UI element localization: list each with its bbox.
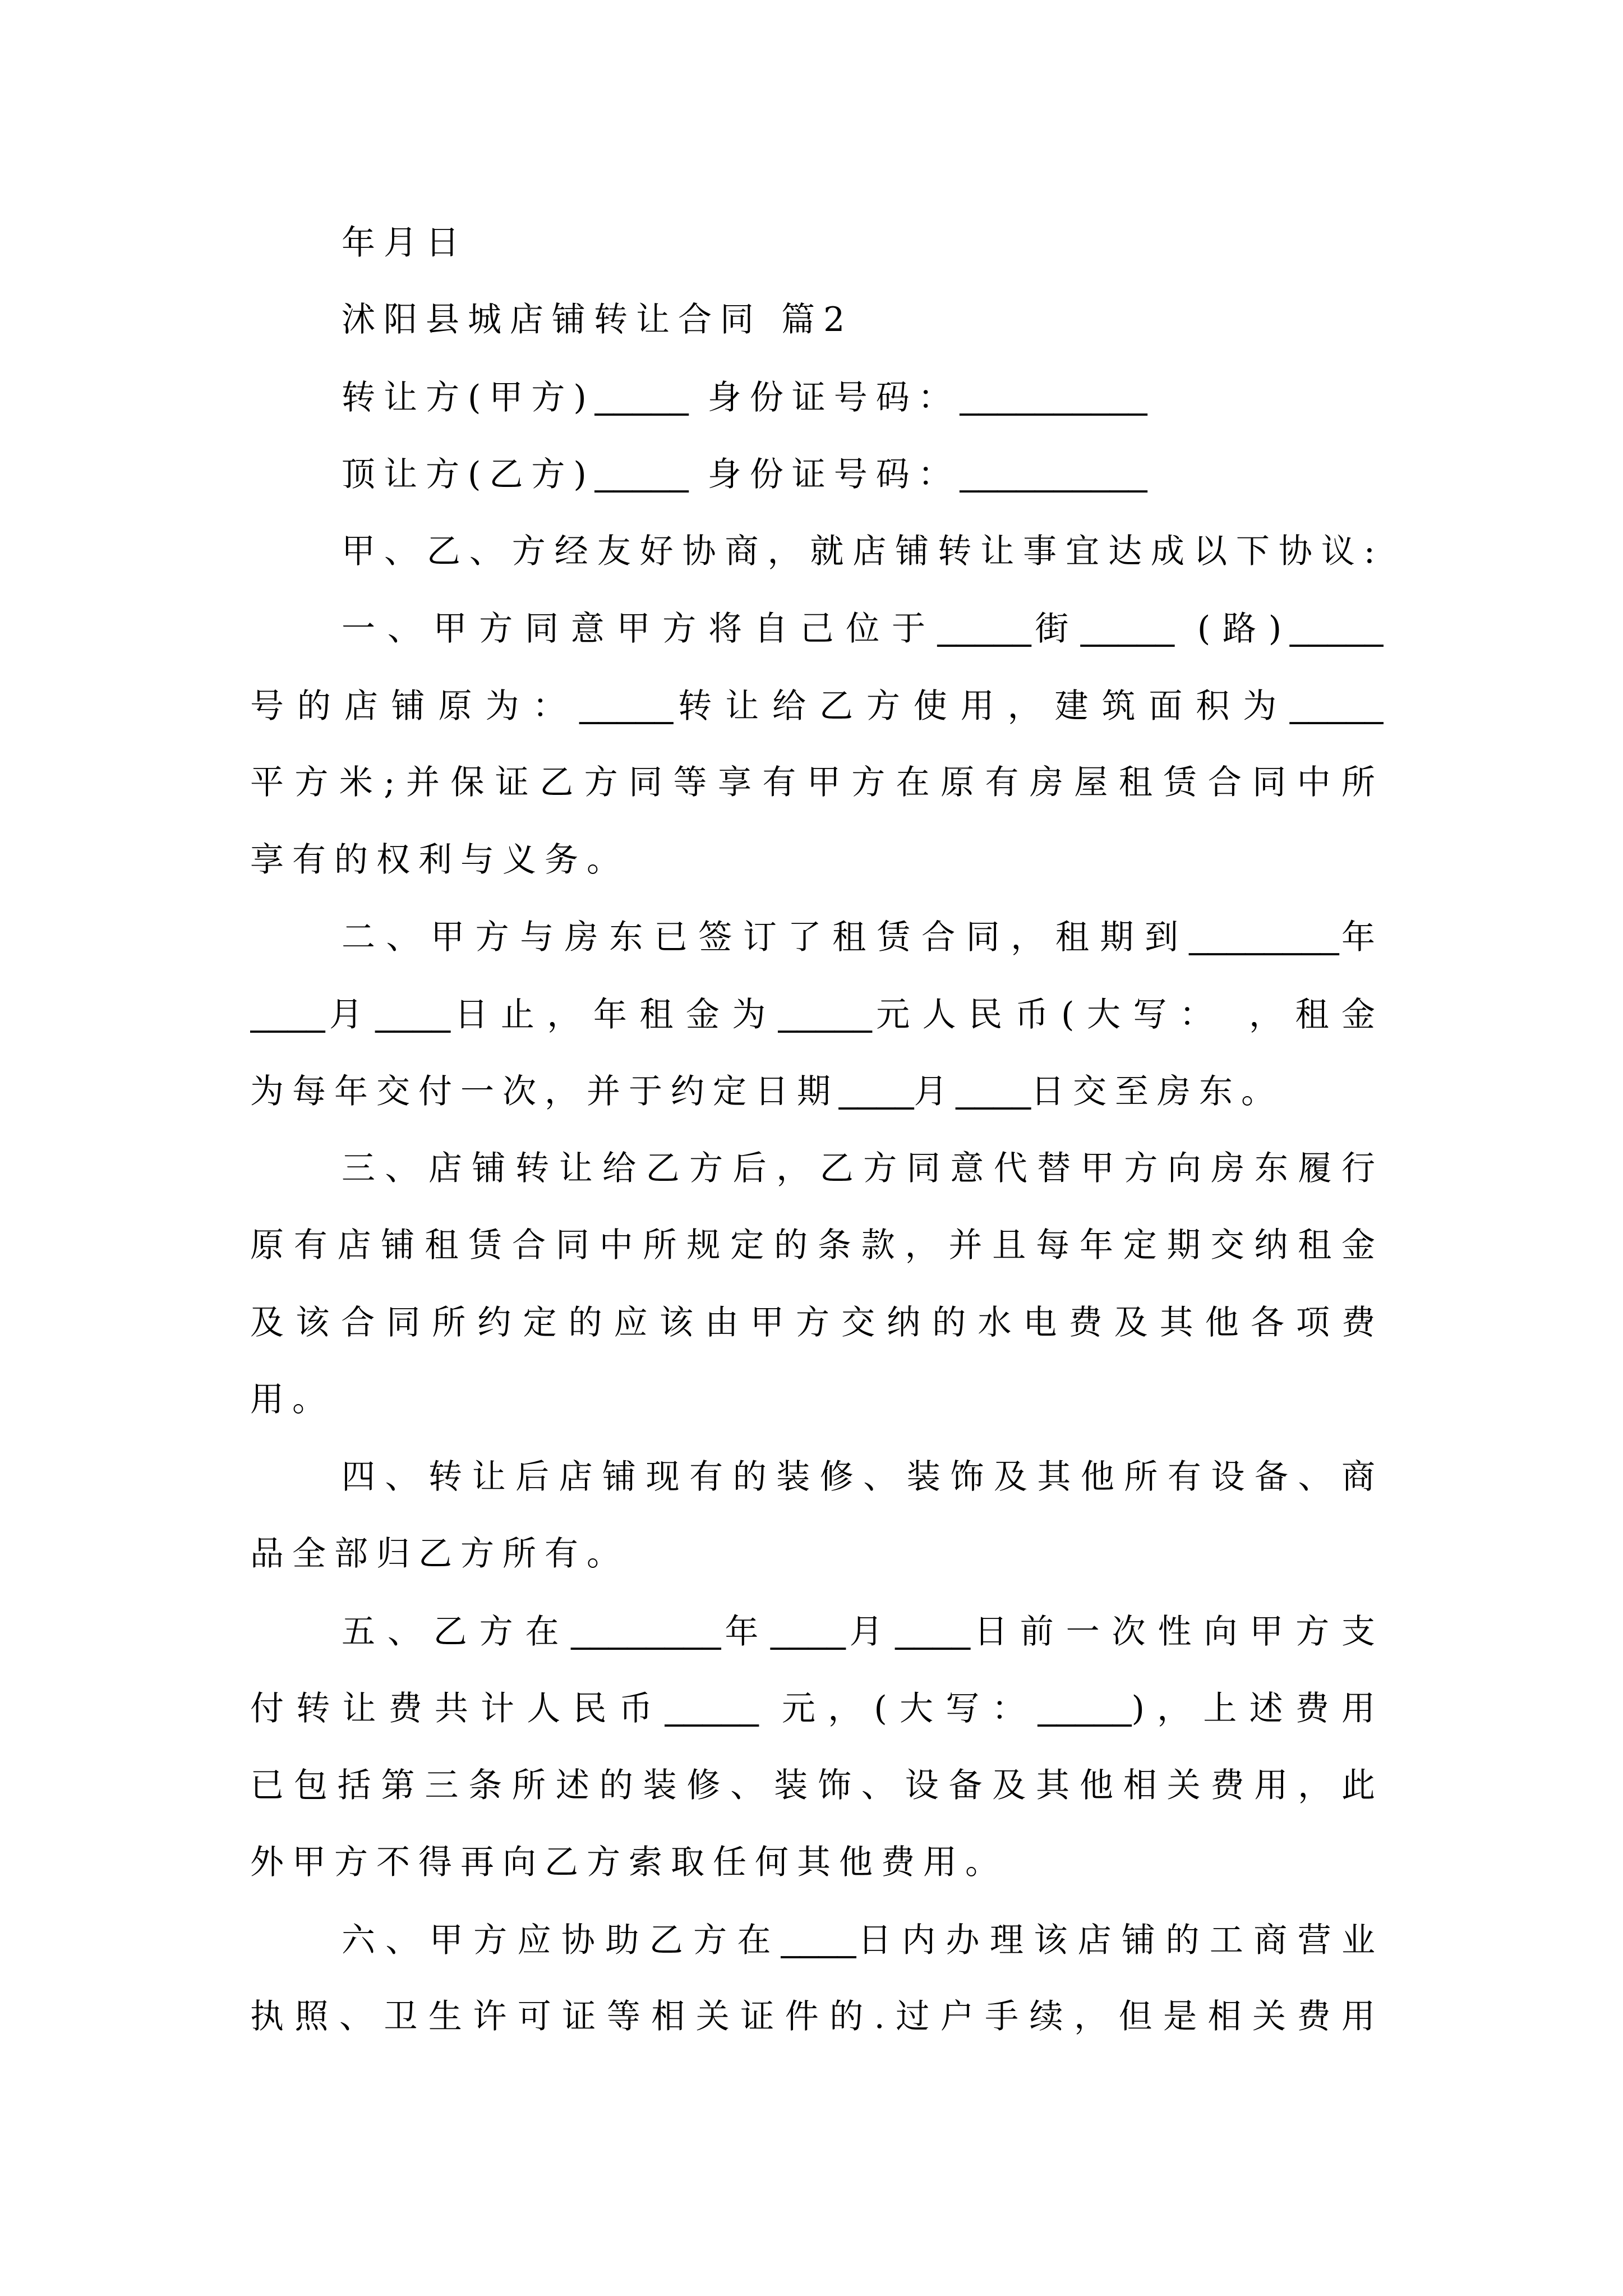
- fill-in-blank: ____: [956, 1073, 1031, 1110]
- fill-in-blank: ____: [250, 996, 325, 1033]
- clause-1-line-2: 号的店铺原为：_____转让给乙方使用，建筑面积为_____: [250, 687, 1384, 726]
- clause-5-line-2: 付转让费共计人民币_____ 元，(大写：_____)，上述费用: [250, 1689, 1384, 1728]
- fill-in-blank: _____: [594, 455, 689, 493]
- fill-in-blank: ____: [839, 1073, 914, 1110]
- fill-in-blank: ____: [375, 996, 450, 1033]
- clause-1-line-4: 享有的权利与义务。: [250, 840, 629, 880]
- fill-in-blank: _____: [1081, 610, 1175, 647]
- clause-2-line-1: 二、甲方与房东已签订了租赁合同，租期到________年: [342, 918, 1384, 957]
- fill-in-blank: _____: [665, 1690, 759, 1727]
- fill-in-blank: _____: [1038, 1690, 1132, 1727]
- contract-title: 沭阳县城店铺转让合同 篇2: [342, 300, 854, 339]
- fill-in-blank: ____: [771, 1613, 846, 1650]
- clause-3-line-1: 三、店铺转让给乙方后，乙方同意代替甲方向房东履行: [342, 1149, 1384, 1188]
- transferee-party-line: 顶让方(乙方)_____ 身份证号码：__________: [342, 455, 1147, 494]
- clause-6-line-2: 执照、卫生许可证等相关证件的.过户手续，但是相关费用: [250, 1997, 1384, 2036]
- clause-5-line-3: 已包括第三条所述的装修、装饰、设备及其他相关费用，此: [250, 1766, 1384, 1805]
- fill-in-blank: _____: [579, 687, 674, 725]
- fill-in-blank: _____: [1290, 687, 1384, 725]
- date-line: 年月日: [342, 223, 468, 263]
- clause-5-line-1: 五、乙方在________年____月____日前一次性向甲方支: [342, 1612, 1384, 1651]
- fill-in-blank: ________: [1189, 918, 1339, 956]
- clause-1-line-3: 平方米;并保证乙方同等享有甲方在原有房屋租赁合同中所: [250, 763, 1384, 802]
- clause-2-line-2: ____月____日止，年租金为_____元人民币(大写： ，租金: [250, 995, 1384, 1034]
- clause-1-line-1: 一、甲方同意甲方将自己位于_____街_____ (路)_____: [342, 609, 1384, 648]
- fill-in-blank: _____: [594, 379, 689, 416]
- fill-in-blank: ____: [781, 1921, 856, 1959]
- fill-in-blank: __________: [960, 379, 1147, 416]
- clause-4-line-1: 四、转让后店铺现有的装修、装饰及其他所有设备、商: [342, 1457, 1384, 1497]
- clause-3-line-2: 原有店铺租赁合同中所规定的条款，并且每年定期交纳租金: [250, 1226, 1384, 1265]
- fill-in-blank: _____: [937, 610, 1031, 647]
- fill-in-blank: ________: [571, 1613, 721, 1650]
- fill-in-blank: _____: [778, 996, 872, 1033]
- clause-3-line-3: 及该合同所约定的应该由甲方交纳的水电费及其他各项费: [250, 1303, 1384, 1342]
- transferor-party-line: 转让方(甲方)_____ 身份证号码：__________: [342, 378, 1147, 417]
- clause-2-line-3: 为每年交付一次，并于约定日期____月____日交至房东。: [250, 1072, 1283, 1111]
- fill-in-blank: ____: [895, 1613, 970, 1650]
- fill-in-blank: _____: [1290, 610, 1384, 647]
- agreement-preamble: 甲、乙、方经友好协商，就店铺转让事宜达成以下协议:: [342, 532, 1384, 571]
- fill-in-blank: __________: [960, 455, 1147, 493]
- clause-3-line-4: 用。: [250, 1380, 334, 1419]
- clause-5-line-4: 外甲方不得再向乙方索取任何其他费用。: [250, 1843, 1007, 1882]
- clause-4-line-2: 品全部归乙方所有。: [250, 1534, 629, 1573]
- clause-6-line-1: 六、甲方应协助乙方在____日内办理该店铺的工商营业: [342, 1921, 1384, 1960]
